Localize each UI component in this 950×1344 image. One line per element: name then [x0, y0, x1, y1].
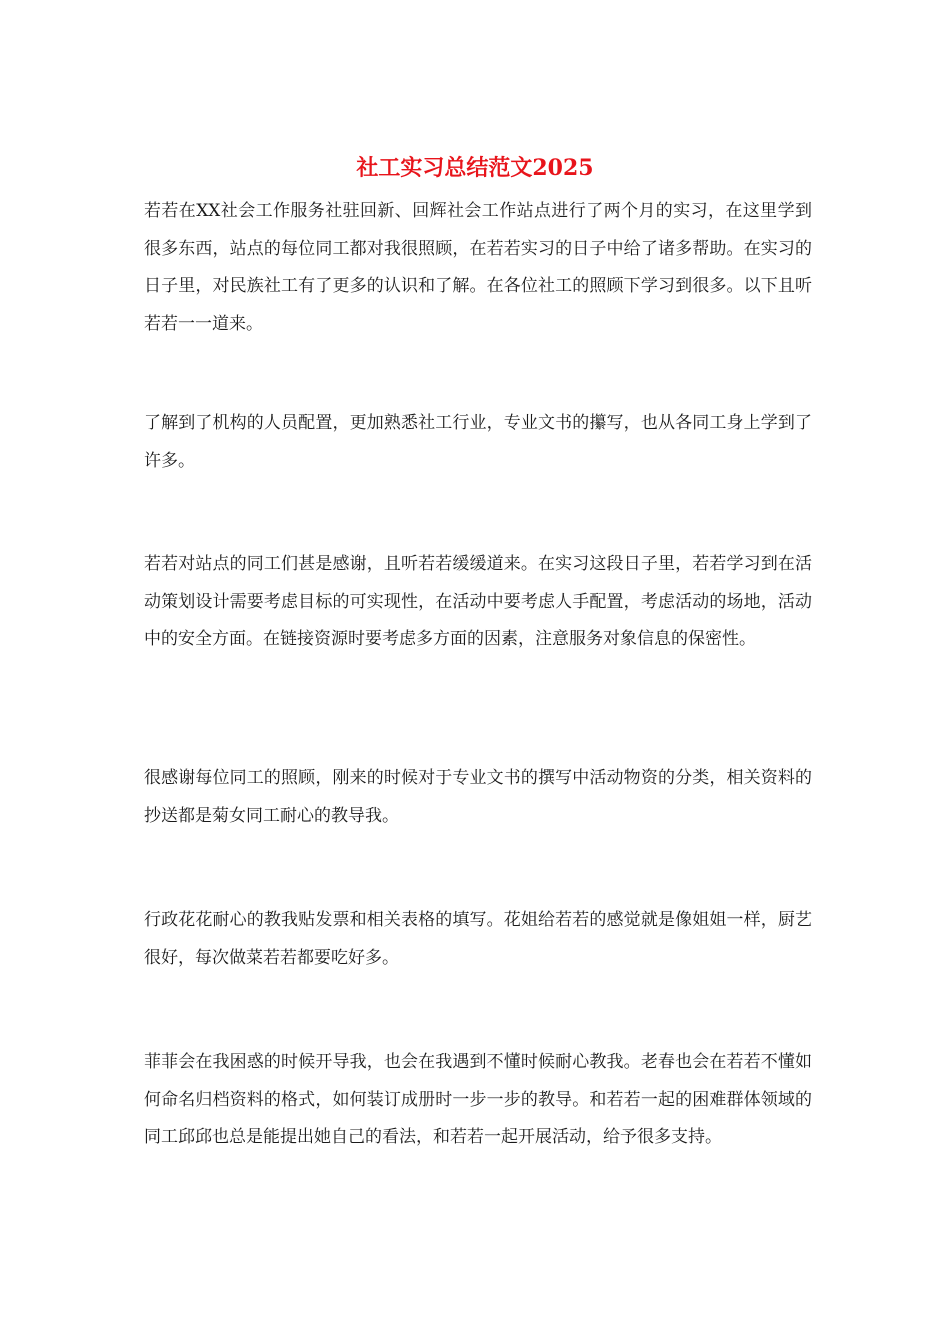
- paragraph-thanks: 若若对站点的同工们甚是感谢，且听若若缓缓道来。在实习这段日子里，若若学习到在活动策划设计需要考虑目标的可实现性，在活动中要考虑人手配置，考虑活动的场地，活动中的安全方面。在链接资源时要考虑多方面的因素，注意服务对象信息的保密性。: [144, 554, 812, 649]
- paragraph-intro: 若若在XX社会工作服务社驻回新、回辉社会工作站点进行了两个月的实习，在这里学到很多东西，站点的每位同工都对我很照顾，在若若实习的日子中给了诸多帮助。在实习的日子里，对民族社工有了更多的认识和了解。在各位社工的照顾下学习到很多。以下且听若若一一道来。: [144, 201, 812, 334]
- paragraph-staffing: 了解到了机构的人员配置，更加熟悉社工行业，专业文书的攥写，也从各同工身上学到了许多。: [144, 413, 812, 471]
- paragraph-documents: 很感谢每位同工的照顾，刚来的时候对于专业文书的撰写中活动物资的分类，相关资料的抄送都是菊女同工耐心的教导我。: [144, 768, 812, 826]
- page-title: 社工实习总结范文2025: [356, 155, 594, 181]
- paragraph-admin: 行政花花耐心的教我贴发票和相关表格的填写。花姐给若若的感觉就是像姐姐一样，厨艺很好，每次做菜若若都要吃好多。: [144, 910, 812, 968]
- paragraph-colleagues: 菲菲会在我困惑的时候开导我，也会在我遇到不懂时候耐心教我。老春也会在若若不懂如何命名归档资料的格式，如何装订成册时一步一步的教导。和若若一起的困难群体领域的同工邱邱也总是能提出她自己的看法，和若若一起开展活动，给予很多支持。: [144, 1052, 812, 1147]
